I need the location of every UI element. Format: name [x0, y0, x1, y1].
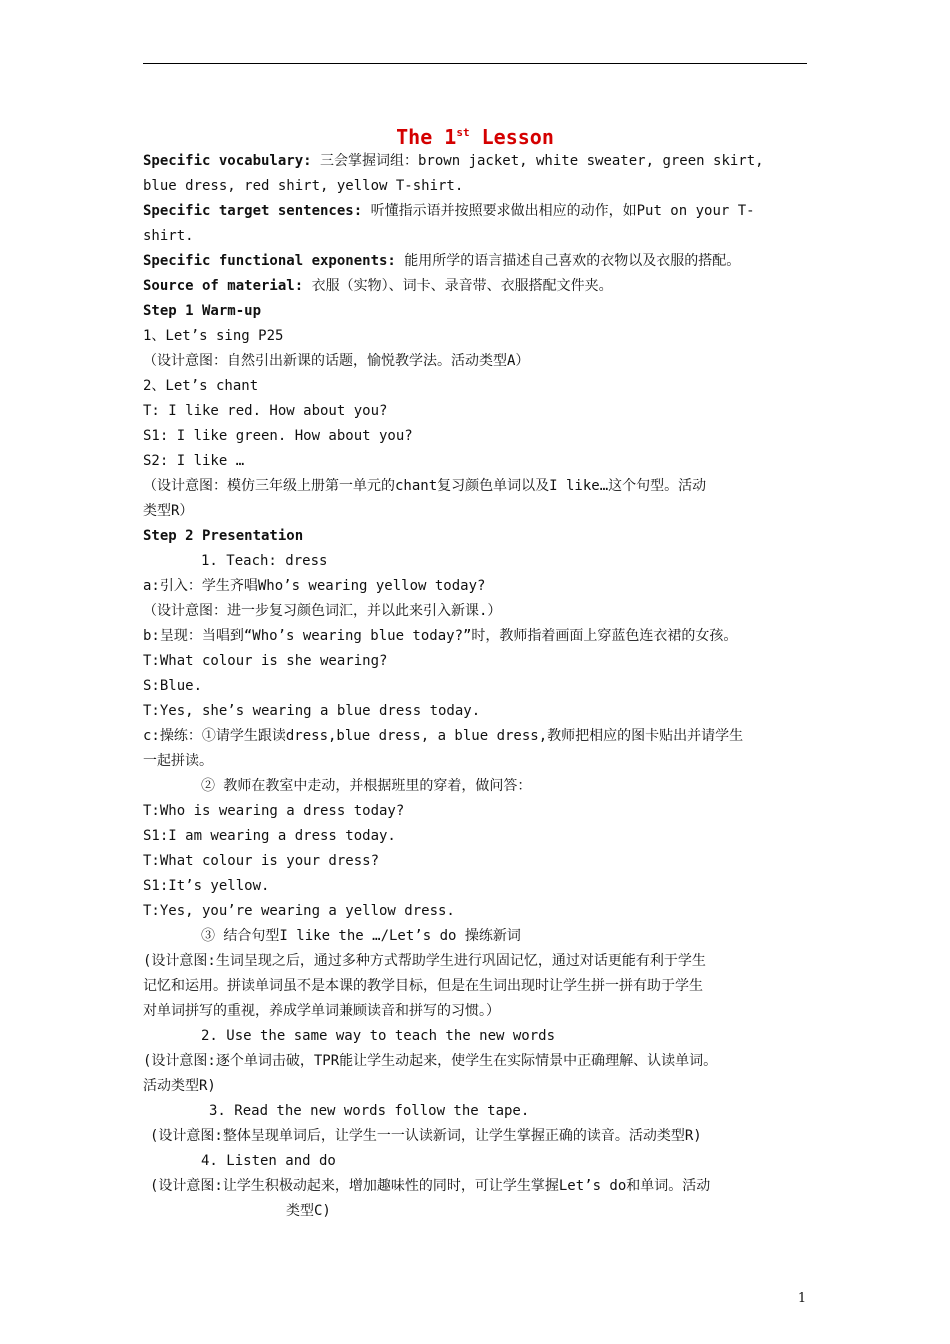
text-line: [143, 224, 815, 249]
text-line: [143, 1074, 815, 1099]
text-line: [143, 849, 815, 874]
text-line: [143, 1149, 815, 1174]
line-text: 1、Let’s sing P25: [143, 328, 284, 344]
line-text: 2、Let’s chant: [143, 378, 259, 394]
line-label: Step 2 Presentation: [143, 528, 304, 544]
line-text: blue dress, red shirt, yellow T-shirt.: [143, 178, 464, 194]
line-text: (设计意图:让学生积极动起来，增加趣味性的同时，可让学生掌握Let’s do和单词。活动: [150, 1178, 711, 1194]
line-text: （设计意图：自然引出新课的话题，愉悦教学法。活动类型A）: [143, 353, 530, 369]
line-text: T:What colour is she wearing?: [143, 653, 388, 669]
text-line: [143, 574, 815, 599]
line-label: Specific functional exponents:: [143, 253, 396, 269]
line-text: 听懂指示语并按照要求做出相应的动作，如Put on your T-: [362, 203, 755, 219]
text-line: [143, 174, 815, 199]
line-text: shirt.: [143, 228, 194, 244]
text-line: [143, 699, 815, 724]
line-text: S1: I like green. How about you?: [143, 428, 413, 444]
text-line: [143, 974, 815, 999]
text-line: [143, 299, 815, 324]
text-line: [143, 999, 815, 1024]
line-text: （设计意图：进一步复习颜色词汇，并以此来引入新课.）: [143, 603, 502, 619]
line-text: b:呈现：当唱到“Who’s wearing blue today?”时，教师指着画面上穿蓝色连衣裙的女孩。: [143, 628, 738, 644]
lesson-title: [0, 124, 950, 150]
line-text: 类型R）: [143, 503, 194, 519]
text-line: [143, 474, 815, 499]
text-line: [143, 324, 815, 349]
line-text: (设计意图:整体呈现单词后，让学生一一认读新词，让学生掌握正确的读音。活动类型R): [150, 1128, 702, 1144]
line-label: Specific target sentences:: [143, 203, 363, 219]
line-text: ③ 结合句型I like the …/Let’s do 操练新词: [201, 928, 521, 944]
text-line: [143, 449, 815, 474]
text-line: [143, 1099, 815, 1124]
title-tail: Lesson: [469, 125, 554, 149]
text-line: [143, 549, 815, 574]
text-line: [143, 399, 815, 424]
text-line: [143, 1199, 815, 1224]
line-text: T:Yes, she’s wearing a blue dress today.: [143, 703, 481, 719]
text-line: [143, 874, 815, 899]
line-text: c:操练：①请学生跟读dress,blue dress, a blue dress,教师把相应的图卡贴出并请学生: [143, 728, 744, 744]
text-line: [143, 149, 815, 174]
text-line: [143, 774, 815, 799]
line-text: 2. Use the same way to teach the new words: [201, 1028, 556, 1044]
line-label: Specific vocabulary:: [143, 153, 312, 169]
line-text: 三会掌握词组：brown jacket, white sweater, green skirt,: [311, 153, 764, 169]
line-text: 3. Read the new words follow the tape.: [209, 1103, 530, 1119]
line-text: 类型C): [286, 1203, 331, 1219]
text-line: [143, 649, 815, 674]
line-text: 4. Listen and do: [201, 1153, 336, 1169]
text-line: [143, 949, 815, 974]
line-text: 活动类型R): [143, 1078, 216, 1094]
text-line: [143, 624, 815, 649]
lesson-body: [143, 149, 815, 1224]
text-line: [143, 749, 815, 774]
text-line: [143, 674, 815, 699]
text-line: [143, 1124, 815, 1149]
text-line: [143, 199, 815, 224]
page-number: 1: [797, 1291, 807, 1306]
line-label: Source of material:: [143, 278, 304, 294]
text-line: [143, 924, 815, 949]
header-rule: [143, 63, 807, 64]
text-line: [143, 249, 815, 274]
text-line: [143, 349, 815, 374]
text-line: [143, 799, 815, 824]
line-text: (设计意图:逐个单词击破，TPR能让学生动起来，使学生在实际情景中正确理解、认读单词。: [143, 1053, 718, 1069]
line-label: Step 1 Warm-up: [143, 303, 262, 319]
text-line: [143, 274, 815, 299]
line-text: （设计意图：模仿三年级上册第一单元的chant复习颜色单词以及I like…这个句型。活动: [143, 478, 707, 494]
line-text: 衣服（实物）、词卡、录音带、衣服搭配文件夹。: [303, 278, 613, 294]
text-line: [143, 524, 815, 549]
text-line: [143, 374, 815, 399]
line-text: 一起拼读。: [143, 753, 213, 769]
text-line: [143, 824, 815, 849]
text-line: [143, 499, 815, 524]
line-text: S1:It’s yellow.: [143, 878, 270, 894]
text-line: [143, 599, 815, 624]
line-text: ② 教师在教室中走动，并根据班里的穿着，做问答：: [201, 778, 532, 794]
text-line: [143, 899, 815, 924]
text-line: [143, 424, 815, 449]
text-line: [143, 1174, 815, 1199]
line-text: T:Who is wearing a dress today?: [143, 803, 405, 819]
line-text: 记忆和运用。拼读单词虽不是本课的教学目标，但是在生词出现时让学生拼一拼有助于学生: [143, 978, 703, 994]
text-line: [143, 1049, 815, 1074]
line-text: T:Yes, you’re wearing a yellow dress.: [143, 903, 455, 919]
line-text: (设计意图:生词呈现之后，通过多种方式帮助学生进行巩固记忆，通过对话更能有利于学生: [143, 953, 706, 969]
line-text: T: I like red. How about you?: [143, 403, 388, 419]
line-text: 对单词拼写的重视，养成学单词兼顾读音和拼写的习惯。）: [143, 1003, 500, 1019]
line-text: S:Blue.: [143, 678, 203, 694]
line-text: S2: I like …: [143, 453, 245, 469]
line-text: T:What colour is your dress?: [143, 853, 380, 869]
text-line: [143, 1024, 815, 1049]
title-main: The 1: [396, 125, 457, 149]
text-line: [143, 724, 815, 749]
line-text: 能用所学的语言描述自己喜欢的衣物以及衣服的搭配。: [395, 253, 741, 269]
title-superscript: st: [456, 126, 470, 139]
line-text: 1. Teach: dress: [201, 553, 328, 569]
line-text: S1:I am wearing a dress today.: [143, 828, 396, 844]
line-text: a:引入：学生齐唱Who’s wearing yellow today?: [143, 578, 486, 594]
